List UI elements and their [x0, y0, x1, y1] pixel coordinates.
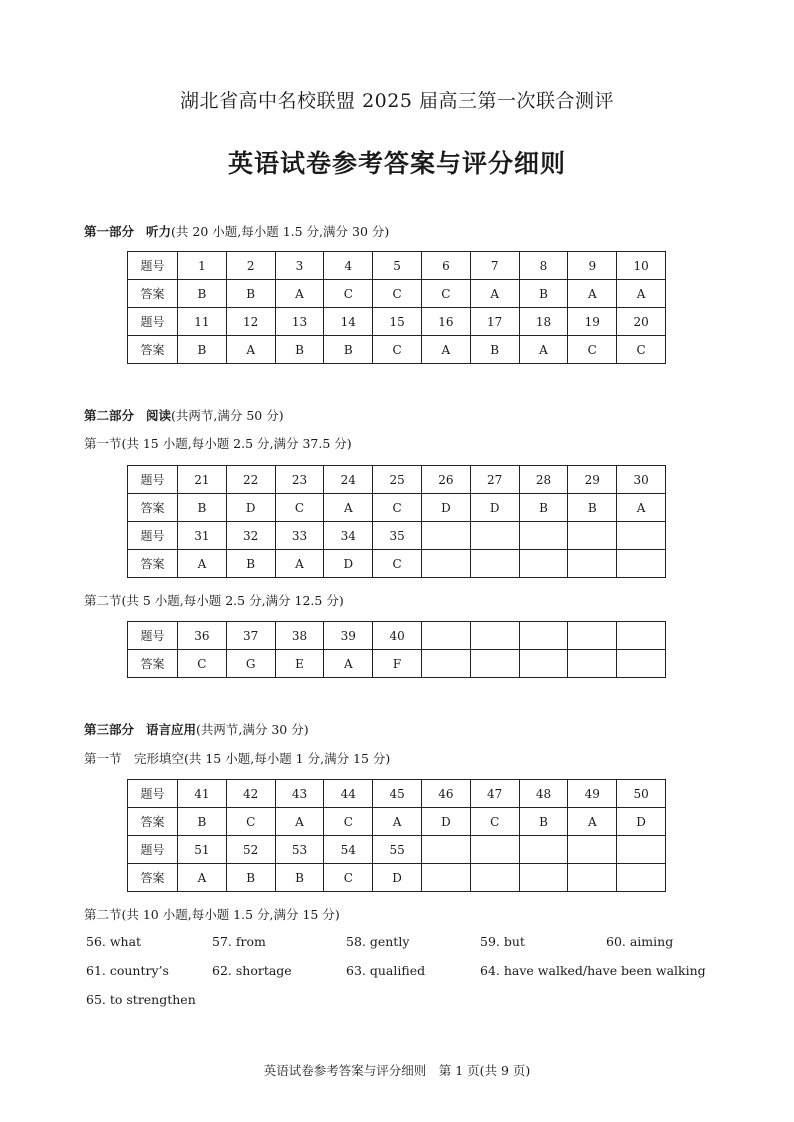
table-row [128, 308, 666, 336]
answer-cell: A [178, 550, 227, 578]
answer-cell: C [373, 494, 422, 522]
question-number-cell: 38 [275, 622, 324, 650]
question-number-cell: 34 [324, 522, 373, 550]
answer-cell [519, 550, 568, 578]
row-header-cell: 答案 [128, 336, 178, 364]
fill-answer-57: 57. from [212, 934, 266, 949]
question-number-cell: 18 [519, 308, 568, 336]
table-row [128, 550, 666, 578]
answer-cell: B [324, 336, 373, 364]
table-row [128, 622, 666, 650]
answer-cell: B [178, 336, 227, 364]
fill-answer-64: 64. have walked/have been walking [480, 963, 706, 978]
question-number-cell: 1 [178, 252, 227, 280]
row-header-cell: 题号 [128, 522, 178, 550]
question-number-cell [568, 836, 617, 864]
question-number-cell [421, 522, 470, 550]
part3-name: 第三部分 [84, 722, 135, 737]
answer-cell [421, 650, 470, 678]
table-row [128, 650, 666, 678]
part2-section2-table [127, 621, 666, 678]
question-number-cell: 36 [178, 622, 227, 650]
question-number-cell: 16 [421, 308, 470, 336]
question-number-cell: 42 [226, 780, 275, 808]
answer-cell: F [373, 650, 422, 678]
table-row [128, 780, 666, 808]
fill-answer-65: 65. to strengthen [86, 992, 196, 1007]
answer-cell: B [519, 280, 568, 308]
question-number-cell: 33 [275, 522, 324, 550]
fill-answer-61: 61. country’s [86, 963, 169, 978]
answer-cell: B [275, 864, 324, 892]
fill-answer-59: 59. but [480, 934, 525, 949]
question-number-cell: 13 [275, 308, 324, 336]
question-number-cell: 7 [470, 252, 519, 280]
answer-cell: A [568, 280, 617, 308]
part3-section1-label: 第一节 完形填空(共 15 小题,每小题 1 分,满分 15 分) [84, 751, 391, 766]
row-header-cell: 答案 [128, 864, 178, 892]
answer-cell [568, 550, 617, 578]
question-number-cell: 22 [226, 466, 275, 494]
answer-cell: A [324, 650, 373, 678]
part2-title: 阅读 [146, 408, 172, 423]
document-title: 英语试卷参考答案与评分细则 [227, 149, 566, 178]
question-number-cell: 6 [421, 252, 470, 280]
answer-cell [568, 650, 617, 678]
table-row [128, 252, 666, 280]
question-number-cell: 5 [373, 252, 422, 280]
answer-cell: D [617, 808, 666, 836]
question-number-cell [617, 622, 666, 650]
part2-heading [84, 406, 284, 424]
question-number-cell: 24 [324, 466, 373, 494]
question-number-cell: 45 [373, 780, 422, 808]
question-number-cell: 35 [373, 522, 422, 550]
table-row [128, 522, 666, 550]
question-number-cell [519, 836, 568, 864]
answer-cell: D [373, 864, 422, 892]
exam-title: 湖北省高中名校联盟 2025 届高三第一次联合测评 [180, 90, 614, 112]
answer-cell: C [178, 650, 227, 678]
question-number-cell: 49 [568, 780, 617, 808]
question-number-cell [421, 622, 470, 650]
question-number-cell: 39 [324, 622, 373, 650]
question-number-cell [617, 836, 666, 864]
row-header-cell: 题号 [128, 466, 178, 494]
question-number-cell: 15 [373, 308, 422, 336]
row-header-cell: 答案 [128, 550, 178, 578]
row-header-cell: 题号 [128, 252, 178, 280]
question-number-cell [470, 522, 519, 550]
answer-cell: C [617, 336, 666, 364]
question-number-cell [470, 836, 519, 864]
answer-cell: C [324, 808, 373, 836]
question-number-cell: 10 [617, 252, 666, 280]
answer-cell [617, 864, 666, 892]
answer-cell: A [568, 808, 617, 836]
answer-cell: D [226, 494, 275, 522]
answer-cell: B [470, 336, 519, 364]
question-number-cell: 52 [226, 836, 275, 864]
question-number-cell: 51 [178, 836, 227, 864]
fill-answer-60: 60. aiming [606, 934, 674, 949]
answer-cell: B [178, 494, 227, 522]
part1-title: 听力 [146, 224, 172, 239]
answer-cell: A [470, 280, 519, 308]
part3-title: 语言应用 [146, 722, 197, 737]
question-number-cell: 55 [373, 836, 422, 864]
answer-cell [470, 650, 519, 678]
question-number-cell: 2 [226, 252, 275, 280]
part1-heading [84, 222, 389, 240]
question-number-cell: 53 [275, 836, 324, 864]
table-row [128, 836, 666, 864]
question-number-cell: 17 [470, 308, 519, 336]
fill-answer-58: 58. gently [346, 934, 410, 949]
answer-cell: C [275, 494, 324, 522]
row-header-cell: 题号 [128, 836, 178, 864]
answer-cell: B [275, 336, 324, 364]
answer-cell: A [226, 336, 275, 364]
question-number-cell: 9 [568, 252, 617, 280]
answer-cell: B [226, 280, 275, 308]
answer-cell: C [373, 336, 422, 364]
answer-cell: B [178, 808, 227, 836]
answer-cell: B [178, 280, 227, 308]
question-number-cell [470, 622, 519, 650]
table-row [128, 864, 666, 892]
question-number-cell: 26 [421, 466, 470, 494]
answer-cell: C [324, 864, 373, 892]
answer-cell: D [421, 494, 470, 522]
answer-cell [617, 550, 666, 578]
question-number-cell: 14 [324, 308, 373, 336]
answer-cell: A [519, 336, 568, 364]
question-number-cell: 44 [324, 780, 373, 808]
answer-cell: B [226, 864, 275, 892]
answer-cell: B [226, 550, 275, 578]
question-number-cell: 48 [519, 780, 568, 808]
question-number-cell: 50 [617, 780, 666, 808]
part3-heading [84, 720, 309, 738]
answer-cell: C [568, 336, 617, 364]
part2-section1-label: 第一节(共 15 小题,每小题 2.5 分,满分 37.5 分) [84, 436, 352, 451]
answer-cell: A [373, 808, 422, 836]
question-number-cell: 32 [226, 522, 275, 550]
table-row [128, 280, 666, 308]
answer-cell: B [519, 808, 568, 836]
question-number-cell: 21 [178, 466, 227, 494]
question-number-cell: 20 [617, 308, 666, 336]
row-header-cell: 题号 [128, 780, 178, 808]
question-number-cell: 31 [178, 522, 227, 550]
row-header-cell: 答案 [128, 494, 178, 522]
question-number-cell: 27 [470, 466, 519, 494]
question-number-cell: 28 [519, 466, 568, 494]
answer-cell [568, 864, 617, 892]
question-number-cell [421, 836, 470, 864]
question-number-cell: 29 [568, 466, 617, 494]
table-row [128, 466, 666, 494]
part1-note: (共 20 小题,每小题 1.5 分,满分 30 分) [171, 224, 390, 239]
answer-cell: A [275, 808, 324, 836]
part3-section1-table [127, 779, 666, 892]
question-number-cell: 23 [275, 466, 324, 494]
question-number-cell: 25 [373, 466, 422, 494]
table-row [128, 494, 666, 522]
question-number-cell: 3 [275, 252, 324, 280]
question-number-cell: 47 [470, 780, 519, 808]
row-header-cell: 答案 [128, 650, 178, 678]
question-number-cell [519, 622, 568, 650]
answer-cell: A [275, 550, 324, 578]
question-number-cell: 40 [373, 622, 422, 650]
question-number-cell: 4 [324, 252, 373, 280]
answer-cell: E [275, 650, 324, 678]
answer-cell: A [178, 864, 227, 892]
answer-cell [617, 650, 666, 678]
answer-cell: B [519, 494, 568, 522]
row-header-cell: 答案 [128, 280, 178, 308]
answer-cell: D [470, 494, 519, 522]
answer-cell: C [373, 550, 422, 578]
question-number-cell [617, 522, 666, 550]
part1-name: 第一部分 [84, 224, 135, 239]
fill-answer-63: 63. qualified [346, 963, 426, 978]
question-number-cell [519, 522, 568, 550]
answer-cell: D [324, 550, 373, 578]
answer-cell: A [324, 494, 373, 522]
row-header-cell: 题号 [128, 308, 178, 336]
table-row [128, 336, 666, 364]
question-number-cell: 19 [568, 308, 617, 336]
part3-note: (共两节,满分 30 分) [196, 722, 309, 737]
page-footer: 英语试卷参考答案与评分细则 第 1 页(共 9 页) [263, 1063, 531, 1078]
answer-cell [470, 550, 519, 578]
answer-cell: A [617, 280, 666, 308]
answer-cell: A [275, 280, 324, 308]
answer-cell [421, 864, 470, 892]
answer-cell: C [421, 280, 470, 308]
part2-section2-label: 第二节(共 5 小题,每小题 2.5 分,满分 12.5 分) [84, 593, 344, 608]
answer-cell: A [421, 336, 470, 364]
question-number-cell: 12 [226, 308, 275, 336]
answer-cell: C [324, 280, 373, 308]
answer-cell [470, 864, 519, 892]
question-number-cell [568, 522, 617, 550]
answer-cell: D [421, 808, 470, 836]
part2-section1-table [127, 465, 666, 578]
question-number-cell: 8 [519, 252, 568, 280]
part2-note: (共两节,满分 50 分) [171, 408, 284, 423]
answer-cell: B [568, 494, 617, 522]
question-number-cell: 43 [275, 780, 324, 808]
fill-answer-56: 56. what [86, 934, 142, 949]
part1-answer-table [127, 251, 666, 364]
answer-cell [519, 650, 568, 678]
part2-name: 第二部分 [84, 408, 135, 423]
question-number-cell: 37 [226, 622, 275, 650]
table-row [128, 808, 666, 836]
answer-cell: C [373, 280, 422, 308]
answer-cell: C [226, 808, 275, 836]
question-number-cell: 46 [421, 780, 470, 808]
row-header-cell: 答案 [128, 808, 178, 836]
question-number-cell: 11 [178, 308, 227, 336]
answer-cell: C [470, 808, 519, 836]
question-number-cell [568, 622, 617, 650]
part3-section2-label: 第二节(共 10 小题,每小题 1.5 分,满分 15 分) [84, 907, 340, 922]
answer-cell [421, 550, 470, 578]
answer-cell: A [617, 494, 666, 522]
question-number-cell: 41 [178, 780, 227, 808]
question-number-cell: 30 [617, 466, 666, 494]
question-number-cell: 54 [324, 836, 373, 864]
row-header-cell: 题号 [128, 622, 178, 650]
answer-cell [519, 864, 568, 892]
fill-answer-62: 62. shortage [212, 963, 292, 978]
answer-cell: G [226, 650, 275, 678]
